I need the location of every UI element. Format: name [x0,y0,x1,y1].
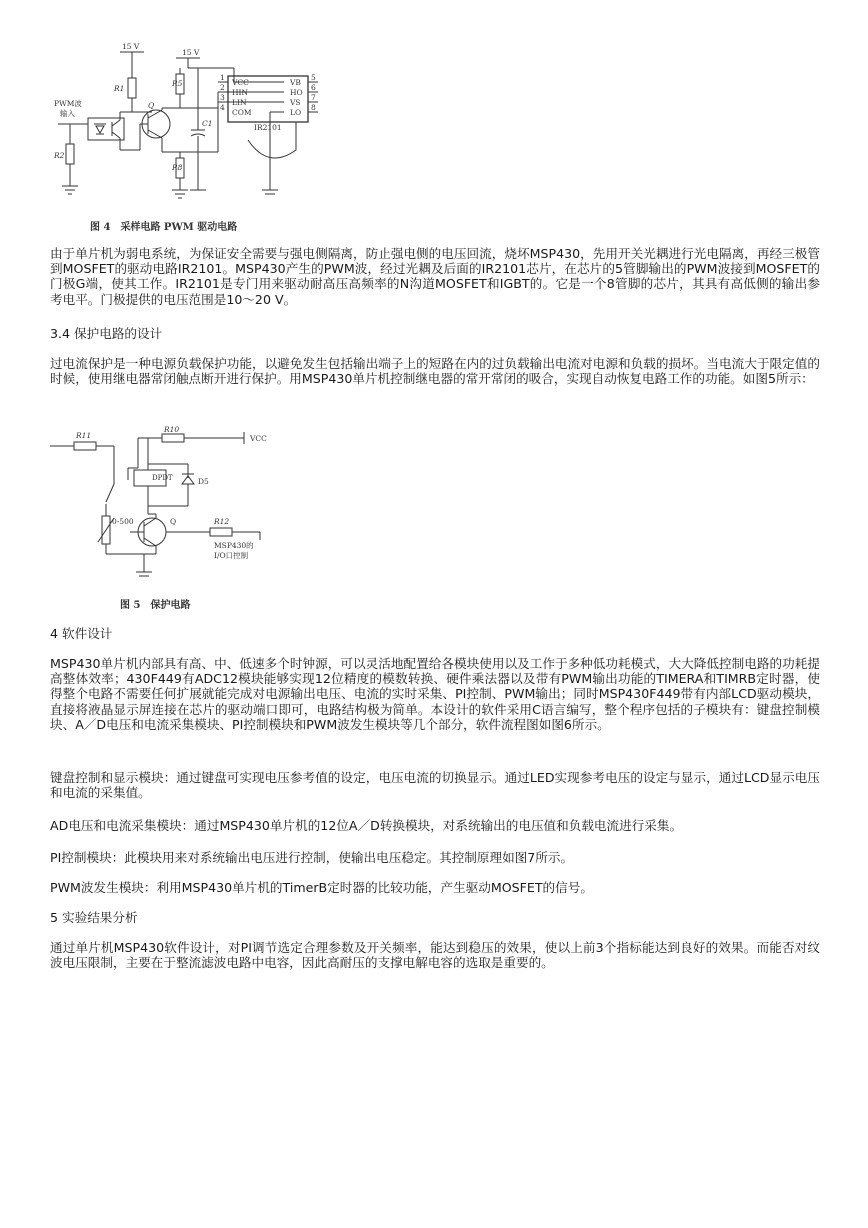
label-r12: R12 [214,517,230,526]
label-r8: R8 [172,163,183,172]
label-pin-vs: VS [290,98,301,107]
label-dpdt: DPDT [152,474,173,482]
label-pin-lo: LO [290,108,302,117]
paragraph-keyboard: 键盘控制和显示模块：通过键盘可实现电压参考值的设定，电压电流的切换显示。通过LED实现参考电压的设定与显示，通过LCD显示电压和电流的采集值。 [50,770,820,801]
label-pin-6: 6 [311,83,316,92]
paragraph-ad: AD电压和电流采集模块：通过MSP430单片机的12位A／D转换模块，对系统输出的电压值和负载电流进行采集。 [50,818,683,833]
label-pin-8: 8 [311,103,316,112]
protection-circuit-diagram [48,424,278,616]
label-msp-2: I/O口控制 [214,551,249,560]
figure-4 [48,40,318,236]
label-pin-7: 7 [311,93,316,102]
figure-4-caption: 图 4 采样电路 PWM 驱动电路 [90,222,238,233]
label-pin-vb: VB [290,78,301,87]
heading-3-4: 3.4 保护电路的设计 [50,326,163,341]
paragraph-pwm: PWM波发生模块：利用MSP430单片机的TimerB定时器的比较功能，产生驱动MOSFET的信号。 [50,880,593,895]
label-pin-1: 1 [220,73,225,82]
label-pwm-in-2: 输入 [60,109,75,118]
label-pin-hin: HIN [232,88,249,97]
label-r10: R10 [164,425,180,434]
label-pin-5: 5 [311,73,316,82]
figure-5 [48,424,278,616]
label-vcc: VCC [250,434,267,443]
paragraph-protection: 过电流保护是一种电源负载保护功能，以避免发生包括输出端子上的短路在内的过负载输出电流对电源和负载的损坏。当电流大于限定值的时候，使用继电器常闭触点断开进行保护。用MSP430单片机控制继电器的常开常闭的吸合，实现自动恢复电路工作的功能。如图5所示： [50,356,820,387]
label-pin-4: 4 [220,103,225,112]
paragraph-pi: PI控制模块：此模块用来对系统输出电压进行控制，使输出电压稳定。其控制原理如图7所示。 [50,850,574,865]
pwm-drive-circuit-diagram [48,40,318,236]
label-pin-2: 2 [220,83,225,92]
label-pin-lin: LIN [232,98,247,107]
label-pot: 0-500 [112,517,134,526]
label-pin-ho: HO [290,88,303,97]
label-r11: R11 [76,431,92,440]
label-q: Q [148,101,155,110]
paragraph-optocoupler: 由于单片机为弱电系统，为保证安全需要与强电侧隔离，防止强电侧的电压回流，烧坏MSP430，先用开关光耦进行光电隔离，再经三极管到MOSFET的驱动电路IR2101。MSP430产生的PWM波，经过光耦及后面的IR2101芯片，在芯片的5管脚输出的PWM波接到MOSFET的门极G端，使其工作。IR2101是专门用来驱动耐高压高频率的N沟道MOSFET和IGBT的。它是一个8管脚的芯片，其具有高低侧的输出参考电平。门极提供的电压范围是10～20 V。 [50,246,820,307]
label-msp-1: MSP430的 [214,541,254,550]
heading-4: 4 软件设计 [50,626,113,641]
label-15v-left: 15 V [122,42,140,51]
label-pwm-in-1: PWM波 [54,99,82,108]
label-c1: C1 [202,119,213,128]
label-r1: R1 [114,84,125,93]
paragraph-results: 通过单片机MSP430软件设计，对PI调节选定合理参数及开关频率，能达到稳压的效果，使以上前3个指标能达到良好的效果。而能否对纹波电压限制，主要在于整流滤波电路中电容，因此高耐压的支撑电解电容的选取是重要的。 [50,940,820,971]
label-pin-3: 3 [220,93,225,102]
label-q: Q [170,517,177,526]
heading-5: 5 实验结果分析 [50,910,138,925]
paragraph-software: MSP430单片机内部具有高、中、低速多个时钟源，可以灵活地配置给各模块使用以及工作于多种低功耗模式，大大降低控制电路的功耗提高整体效率；430F449有ADC12模块能够实现12位精度的模数转换、硬件乘法器以及带有PWM输出功能的TIMERA和TIMRB定时器，使得整个电路不需要任何扩展就能完成对电源输出电压、电流的实时采集、PI控制、PWM输出；同时MSP430F449带有内部LCD驱动模块，直接将液晶显示屏连接在芯片的驱动端口即可，电路结构极为简单。本设计的软件采用C语言编写，整个程序包括的子模块有：键盘控制模块、A／D电压和电流采集模块、PI控制模块和PWM波发生模块等几个部分，软件流程图如图6所示。 [50,656,820,732]
label-d5: D5 [198,477,209,486]
figure-5-caption: 图 5 保护电路 [120,600,191,611]
label-pin-vcc: VCC [232,78,249,87]
label-15v-right: 15 V [182,48,200,57]
label-pin-com: COM [232,108,252,117]
label-chip: IR2101 [254,123,282,132]
label-r2: R2 [54,151,65,160]
label-r5: R5 [172,79,183,88]
